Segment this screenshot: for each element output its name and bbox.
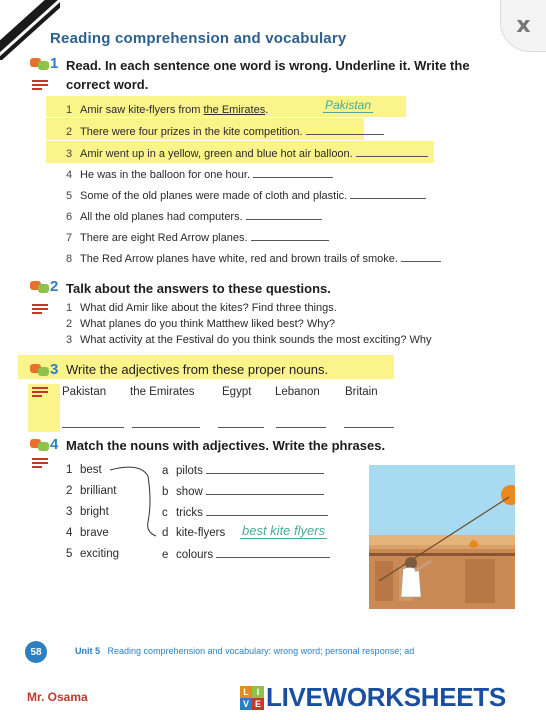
noun-word: show xyxy=(176,486,203,498)
item-number: 1 xyxy=(66,464,73,476)
item-number: 3 xyxy=(66,334,73,346)
logo-letter: I xyxy=(252,686,264,698)
section4-heading: Match the nouns with adjectives. Write the phrases. xyxy=(66,438,386,453)
logo-letter: V xyxy=(240,698,252,710)
writing-icon xyxy=(32,456,48,470)
s1-item-1 xyxy=(66,104,268,116)
s1-item-5 xyxy=(66,189,426,202)
logo-letter: E xyxy=(252,698,264,710)
s1-item-2 xyxy=(66,125,384,138)
noun-egypt: Egypt xyxy=(222,386,252,398)
item-text: There were four prizes in the kite competition. xyxy=(80,126,303,138)
adjective-field-5[interactable] xyxy=(344,427,394,428)
footer-description: Reading comprehension and vocabulary: wrong word; personal response; ad xyxy=(107,646,415,656)
adjective-field-3[interactable] xyxy=(218,427,264,428)
answer-field-5[interactable] xyxy=(350,189,426,199)
item-number: 4 xyxy=(66,169,73,181)
page-number-badge: 58 xyxy=(25,641,47,663)
item-text: All the old planes had computers. xyxy=(80,211,243,223)
item-text: There are eight Red Arrow planes. xyxy=(80,232,248,244)
item-number: 2 xyxy=(66,126,73,138)
match-connector-line[interactable] xyxy=(100,462,170,542)
answer-field-6[interactable] xyxy=(246,210,322,220)
liveworksheets-logo-icon xyxy=(240,686,264,710)
item-letter: d xyxy=(162,527,169,539)
item-text: Amir saw kite-flyers from xyxy=(80,104,204,116)
noun-lebanon: Lebanon xyxy=(275,386,320,398)
adjective-word: bright xyxy=(80,506,109,518)
answer-field-7[interactable] xyxy=(251,231,329,241)
discussion-icon xyxy=(30,281,52,295)
section1-heading-line1: Read. In each sentence one word is wrong. Underline it. Write the xyxy=(66,58,470,73)
item-number: 3 xyxy=(66,506,73,518)
page-title: Reading comprehension and vocabulary xyxy=(50,30,347,47)
noun-pakistan: Pakistan xyxy=(62,386,107,398)
kite-flyer-picture xyxy=(369,465,515,609)
item-text: What planes do you think Matthew liked best? Why? xyxy=(80,318,335,330)
close-icon[interactable]: x xyxy=(516,13,531,38)
item-number: 6 xyxy=(66,211,73,223)
item-text: What did Amir like about the kites? Find three things. xyxy=(80,302,337,314)
phrase-field-e[interactable] xyxy=(216,548,330,558)
noun-word: colours xyxy=(176,549,214,561)
item-number: 5 xyxy=(66,190,73,202)
liveworksheets-logo[interactable] xyxy=(240,682,506,713)
kite-flyer-illustration xyxy=(369,465,515,609)
footer-caption xyxy=(75,646,414,656)
discussion-icon xyxy=(30,439,52,453)
item-text: What activity at the Festival do you think sounds the most exciting? Why xyxy=(80,334,432,346)
section4-number: 4 xyxy=(50,436,59,453)
adjective-word: brilliant xyxy=(80,485,117,497)
item-number: 2 xyxy=(66,318,73,330)
noun-britain: Britain xyxy=(345,386,378,398)
adjective-field-4[interactable] xyxy=(276,427,326,428)
noun-a xyxy=(162,464,324,477)
noun-word: kite-flyers xyxy=(176,527,226,539)
adjective-5 xyxy=(66,548,119,560)
noun-d xyxy=(162,527,225,539)
phrase-field-c[interactable] xyxy=(206,506,328,516)
discussion-icon xyxy=(30,364,52,378)
noun-b xyxy=(162,485,324,498)
item-letter: c xyxy=(162,507,168,519)
item-text-end: . xyxy=(265,104,269,116)
answer-field-8[interactable] xyxy=(401,252,441,262)
item-number: 5 xyxy=(66,548,73,560)
section2-number: 2 xyxy=(50,278,59,295)
close-button[interactable] xyxy=(500,0,546,52)
item-number: 7 xyxy=(66,232,73,244)
noun-e xyxy=(162,548,330,561)
s1-item-7 xyxy=(66,231,329,244)
adjective-field-2[interactable] xyxy=(132,427,200,428)
discussion-icon xyxy=(30,58,52,72)
adjective-word: exciting xyxy=(80,548,119,560)
item-text: The Red Arrow planes have white, red and brown trails of smoke. xyxy=(80,253,398,265)
item-number: 1 xyxy=(66,104,73,116)
phrase-field-d[interactable]: best kite flyers xyxy=(242,523,326,538)
section3-heading: Write the adjectives from these proper nouns. xyxy=(66,362,329,377)
item-letter: a xyxy=(162,465,169,477)
unit-label: Unit 5 xyxy=(75,646,101,656)
answer-field-2[interactable] xyxy=(306,125,384,135)
item-text: Amir went up in a yellow, green and blue hot air balloon. xyxy=(80,148,353,160)
item-number: 4 xyxy=(66,527,73,539)
adjective-field-1[interactable] xyxy=(62,427,124,428)
section1-heading-line2: correct word. xyxy=(66,77,149,92)
item-number: 2 xyxy=(66,485,73,497)
item-letter: e xyxy=(162,549,169,561)
answer-field-1[interactable]: Pakistan xyxy=(325,98,372,112)
item-number: 3 xyxy=(66,148,73,160)
item-number: 8 xyxy=(66,253,73,265)
underlined-word: the Emirates xyxy=(203,104,266,116)
answer-field-3[interactable] xyxy=(356,147,428,157)
logo-letter: L xyxy=(240,686,252,698)
s1-item-3 xyxy=(66,147,428,160)
author-name: Mr. Osama xyxy=(27,690,88,704)
s1-item-8 xyxy=(66,252,441,265)
phrase-field-b[interactable] xyxy=(206,485,324,495)
item-letter: b xyxy=(162,486,169,498)
adjective-1 xyxy=(66,464,102,476)
item-text: He was in the balloon for one hour. xyxy=(80,169,251,181)
writing-icon xyxy=(32,385,48,399)
section1-number: 1 xyxy=(50,55,59,72)
liveworksheets-wordmark: LIVEWORKSHEETS xyxy=(266,682,506,712)
adjective-word: brave xyxy=(80,527,109,539)
noun-c xyxy=(162,506,328,519)
noun-word: tricks xyxy=(176,507,203,519)
s2-item-2 xyxy=(66,318,335,330)
s1-item-6 xyxy=(66,210,322,223)
s1-item-4 xyxy=(66,168,333,181)
s2-item-3 xyxy=(66,334,432,346)
adjective-word: best xyxy=(80,464,102,476)
answer-field-4[interactable] xyxy=(253,168,333,178)
phrase-field-a[interactable] xyxy=(206,464,324,474)
noun-emirates: the Emirates xyxy=(130,386,195,398)
s2-item-1 xyxy=(66,302,337,314)
item-number: 1 xyxy=(66,302,73,314)
section3-number: 3 xyxy=(50,361,59,378)
section2-heading: Talk about the answers to these questions. xyxy=(66,281,331,296)
item-text: Some of the old planes were made of cloth and plastic. xyxy=(80,190,348,202)
noun-word: pilots xyxy=(176,465,203,477)
writing-icon xyxy=(32,78,48,92)
writing-icon xyxy=(32,302,48,316)
